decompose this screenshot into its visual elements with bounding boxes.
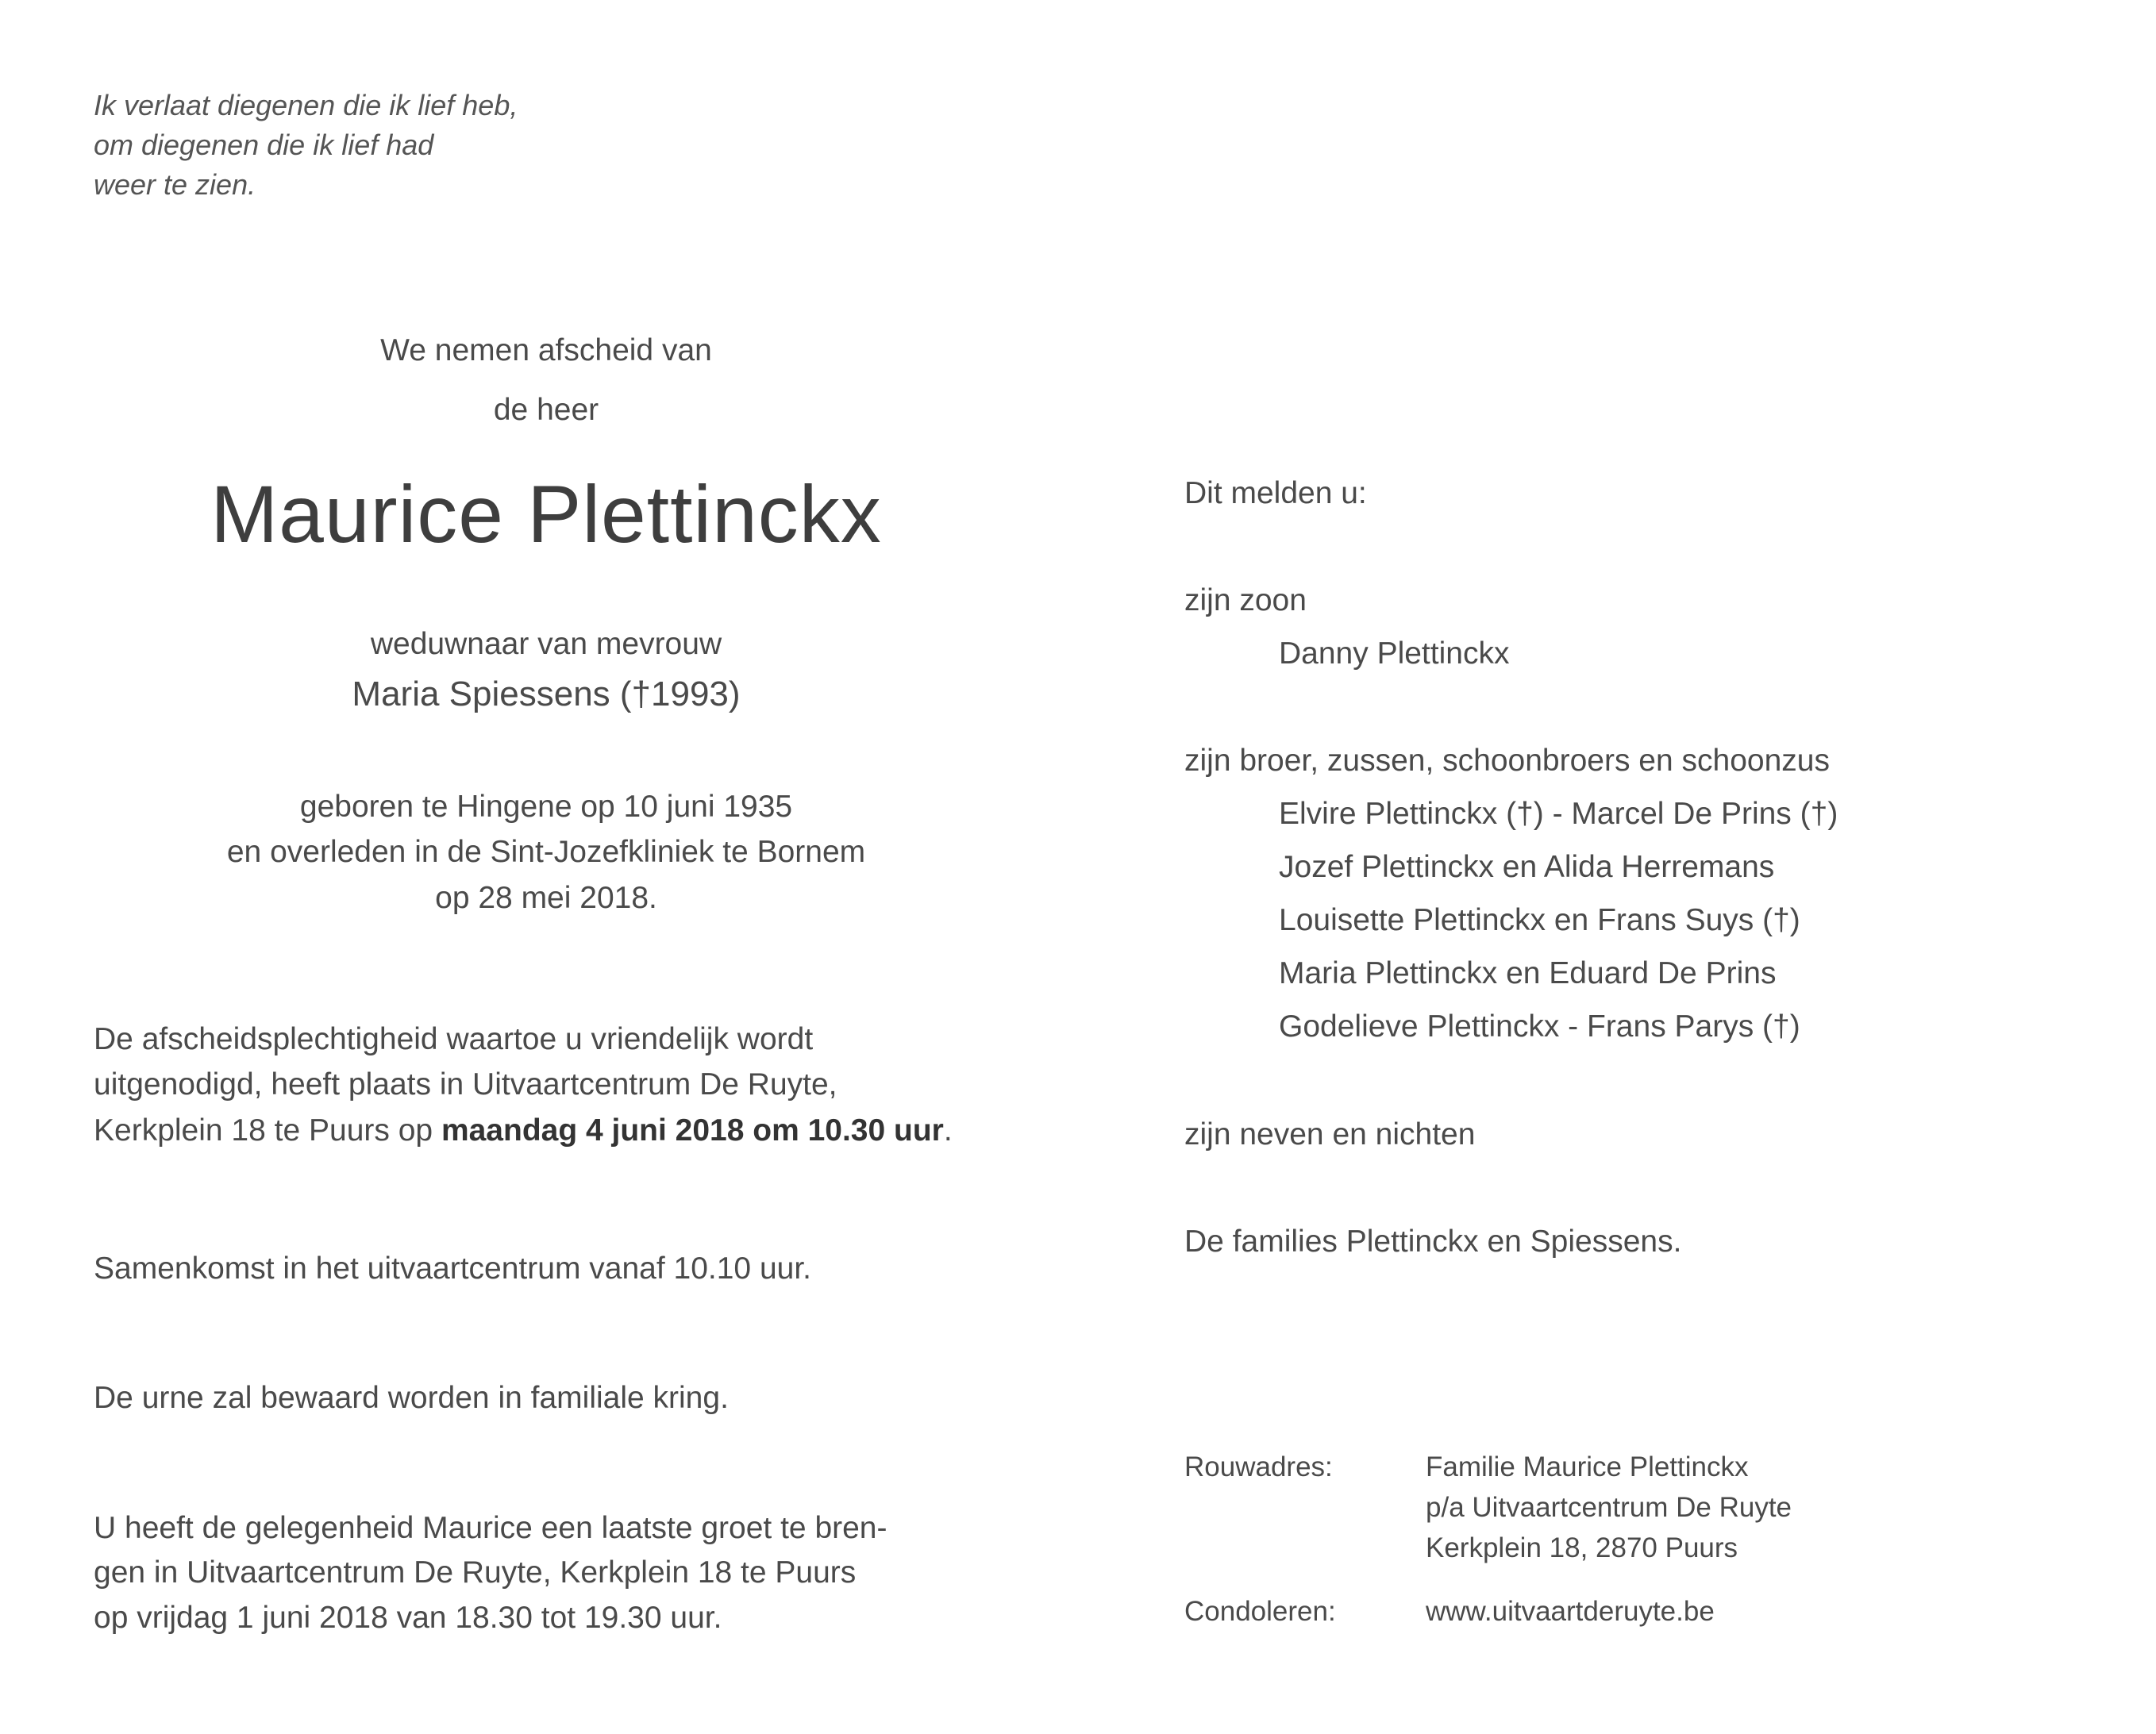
birth-line: geboren te Hingene op 10 juni 1935 bbox=[299, 790, 793, 824]
announce-text: Dit melden u: bbox=[1184, 476, 1367, 510]
gathering-text: Samenkomst in het uitvaartcentrum vanaf 10.10 uur. bbox=[94, 1251, 811, 1286]
urn-text: De urne zal bewaard worden in familiale kring. bbox=[94, 1381, 729, 1415]
intro-line: We nemen afscheid van bbox=[380, 333, 712, 367]
address-line: Kerkplein 18, 2870 Puurs bbox=[1426, 1532, 1738, 1563]
families-text: De families Plettinckx en Spiessens. bbox=[1184, 1225, 1682, 1259]
sibling-name: Maria Plettinckx en Eduard De Prins bbox=[1279, 956, 1777, 990]
visit-line-1: U heeft de gelegenheid Maurice een laatste groet te bren- bbox=[94, 1511, 887, 1545]
sibling-name: Louisette Plettinckx en Frans Suys (†) bbox=[1279, 903, 1800, 937]
poem-line: Ik verlaat diegenen die ik lief heb, bbox=[94, 89, 518, 121]
poem-line: weer te zien. bbox=[94, 168, 256, 201]
visit-line-2: gen in Uitvaartcentrum De Ruyte, Kerkplein 18 te Puurs bbox=[94, 1555, 857, 1590]
ceremony-period: . bbox=[943, 1113, 953, 1148]
ceremony-line-3 bbox=[94, 1113, 953, 1148]
widower-line: weduwnaar van mevrouw bbox=[370, 627, 722, 661]
son-label: zijn zoon bbox=[1184, 583, 1307, 617]
death-line: en overleden in de Sint-Jozefkliniek te Bornem bbox=[226, 835, 866, 869]
nephews-text: zijn neven en nichten bbox=[1184, 1117, 1476, 1152]
address-label: Rouwadres: bbox=[1184, 1451, 1333, 1482]
sibling-name: Jozef Plettinckx en Alida Herremans bbox=[1279, 850, 1775, 884]
ceremony-datetime: maandag 4 juni 2018 om 10.30 uur bbox=[441, 1113, 944, 1148]
ceremony-line-1: De afscheidsplechtigheid waartoe u vriendelijk wordt bbox=[94, 1022, 814, 1056]
visit-line-3: op vrijdag 1 juni 2018 van 18.30 tot 19.30 uur. bbox=[94, 1601, 722, 1635]
sibling-name: Godelieve Plettinckx - Frans Parys (†) bbox=[1279, 1009, 1800, 1044]
poem-line: om diegenen die ik lief had bbox=[94, 129, 434, 161]
siblings-label: zijn broer, zussen, schoonbroers en schoonzus bbox=[1184, 744, 1830, 778]
condolence-label: Condoleren: bbox=[1184, 1596, 1336, 1627]
poem bbox=[94, 86, 518, 205]
ceremony-location: Kerkplein 18 te Puurs op bbox=[94, 1113, 441, 1148]
intro-title: de heer bbox=[493, 393, 599, 427]
death-date: op 28 mei 2018. bbox=[435, 881, 657, 915]
ceremony-line-2: uitgenodigd, heeft plaats in Uitvaartcentrum De Ruyte, bbox=[94, 1067, 837, 1102]
sibling-name: Elvire Plettinckx (†) - Marcel De Prins (†) bbox=[1279, 797, 1838, 831]
address-line: p/a Uitvaartcentrum De Ruyte bbox=[1426, 1492, 1792, 1523]
spouse-name: Maria Spiessens (†1993) bbox=[352, 675, 741, 713]
deceased-name: Maurice Plettinckx bbox=[210, 469, 882, 559]
condolence-url: www.uitvaartderuyte.be bbox=[1426, 1596, 1715, 1627]
son-name: Danny Plettinckx bbox=[1279, 636, 1510, 671]
address-line: Familie Maurice Plettinckx bbox=[1426, 1451, 1749, 1482]
